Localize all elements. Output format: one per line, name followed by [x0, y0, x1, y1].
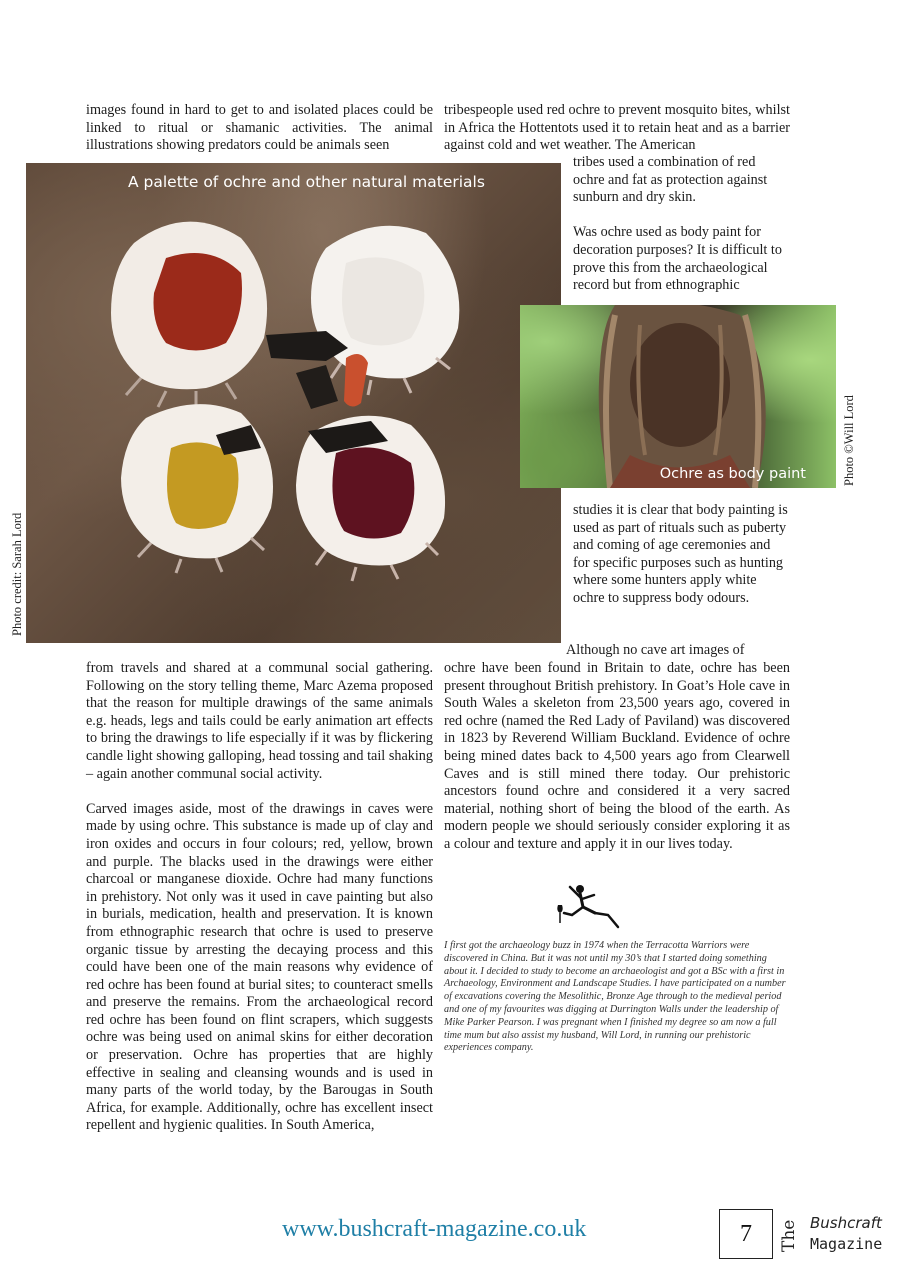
right-mid-text: studies it is clear that body painting is used as part of rituals such as puberty and coming of age ceremonies and for specific purposes such as hunting where some hunters apply white ochre to suppress body odours. [573, 502, 788, 606]
cave-figure-icon [550, 875, 625, 935]
palette-photo-credit: Photo credit: Sarah Lord [10, 512, 24, 636]
magazine-name-bushcraft: Bushcraft [810, 1214, 882, 1232]
scallop-shell-red [111, 222, 267, 407]
palette-caption: A palette of ochre and other natural materials [128, 173, 485, 191]
body-paint-photo-credit: Photo ©Will Lord [842, 395, 856, 486]
page-number: 7 [719, 1209, 773, 1259]
magazine-name-the: The [779, 1219, 799, 1252]
right-bottom-text: ochre have been found in Britain to date, ochre has been present throughout British prehistory. In Goat’s Hole cave in South Wales a skeleton from 23,500 years ago, covered in red ochre (named the Red Lady of Paviland) was discovered in 1823 by Reverend William Buckland. Evidence of ochre being mined dates back to 4,500 years ago from Clearwell Caves and is still mined there today. Our prehistoric ancestors found ochre and considered it a very sacred material, nothing short of being the blood of the earth. As modern people we should seriously consider exploring it as a colour and texture and apply it in our lives today. [444, 660, 790, 852]
left-column-bottom-text [86, 660, 433, 1135]
scallop-shell-white [311, 226, 459, 395]
magazine-name-magazine: Magazine [810, 1235, 883, 1253]
right-column-top-text: tribespeople used red ochre to prevent mosquito bites, whilst in Africa the Hottentots used it to retain heat and as a barrier against cold and wet weather. The American [444, 102, 790, 154]
red-ochre-stick [344, 354, 368, 407]
body-paint-illustration [520, 305, 836, 488]
body-paint-photo [520, 305, 836, 488]
right-narrow-paragraph-2: Was ochre used as body paint for decoration purposes? It is difficult to prove this from the archaeological record but from ethnographic [573, 224, 782, 294]
left-bottom-paragraph-2: Carved images aside, most of the drawings in caves were made by using ochre. This substance is made up of clay and iron oxides and occurs in four colours; red, yellow, brown and purple. The blacks used in the drawings were either charcoal or manganese dioxide. Ochre had many functions in prehistory. Not only was it used in cave painting but also in burials, medication, health and preservation. It is known from ethnographic research that ochre is used to preserve organic tissue by arresting the decaying process and this could have been one of the main reasons why evidence of red ochre has been found at burial sites; to counteract smells and preserve the remains. From the archaeological record red ochre has been found on flint scrapers, which suggests ochre was being used on animal skins for either decoration or preservation. Ochre has properties that are highly effective in sealing and cleansing wounds and is used in many parts of the world today, by the Barougas in South Africa, for example. Additionally, ochre has excellent insect repellent and hygienic qualities. In South America, [86, 800, 433, 1134]
right-bottom-first-line: Although no cave art images of [566, 642, 745, 658]
body-paint-caption: Ochre as body paint [659, 466, 806, 482]
right-narrow-text [573, 154, 786, 295]
left-bottom-paragraph-1: from travels and shared at a communal social gathering. Following on the story telling theme, Marc Azema proposed that the reason for multiple drawings of the same animals e.g. heads, legs and tails could be early animation art effects to bring the drawings to life especially if it was by flickering candle light showing galloping, head tossing and tail shaking – again another communal social activity. [86, 660, 433, 782]
ochre-palette-illustration [26, 163, 561, 643]
left-column-top-text: images found in hard to get to and isolated places could be linked to ritual or shamanic activities. The animal illustrations showing predators could be animals seen [86, 102, 433, 154]
right-narrow-paragraph-1: tribes used a combination of red ochre and fat as protection against sunburn and dry skin. [573, 154, 768, 206]
magazine-website-link[interactable]: www.bushcraft-magazine.co.uk [282, 1216, 587, 1242]
ochre-palette-photo [26, 163, 561, 643]
author-bio: I first got the archaeology buzz in 1974 when the Terracotta Warriors were discovered in China. But it was not until my 30’s that I started doing something about it. I decided to study to become an archaeologist and got a BSc with a first in Archaeology, Environment and Landscape Studies. I have participated on a number of excavations covering the Mesolithic, Bronze Age through to the medieval period and one of my favourites was digging at Durrington Walls under the leadership of Mike Parker Pearson. I was pregnant when I finished my degree so am now a full time mum but also assist my husband, Will Lord, in running our prehistoric experiences company. [444, 940, 786, 1054]
